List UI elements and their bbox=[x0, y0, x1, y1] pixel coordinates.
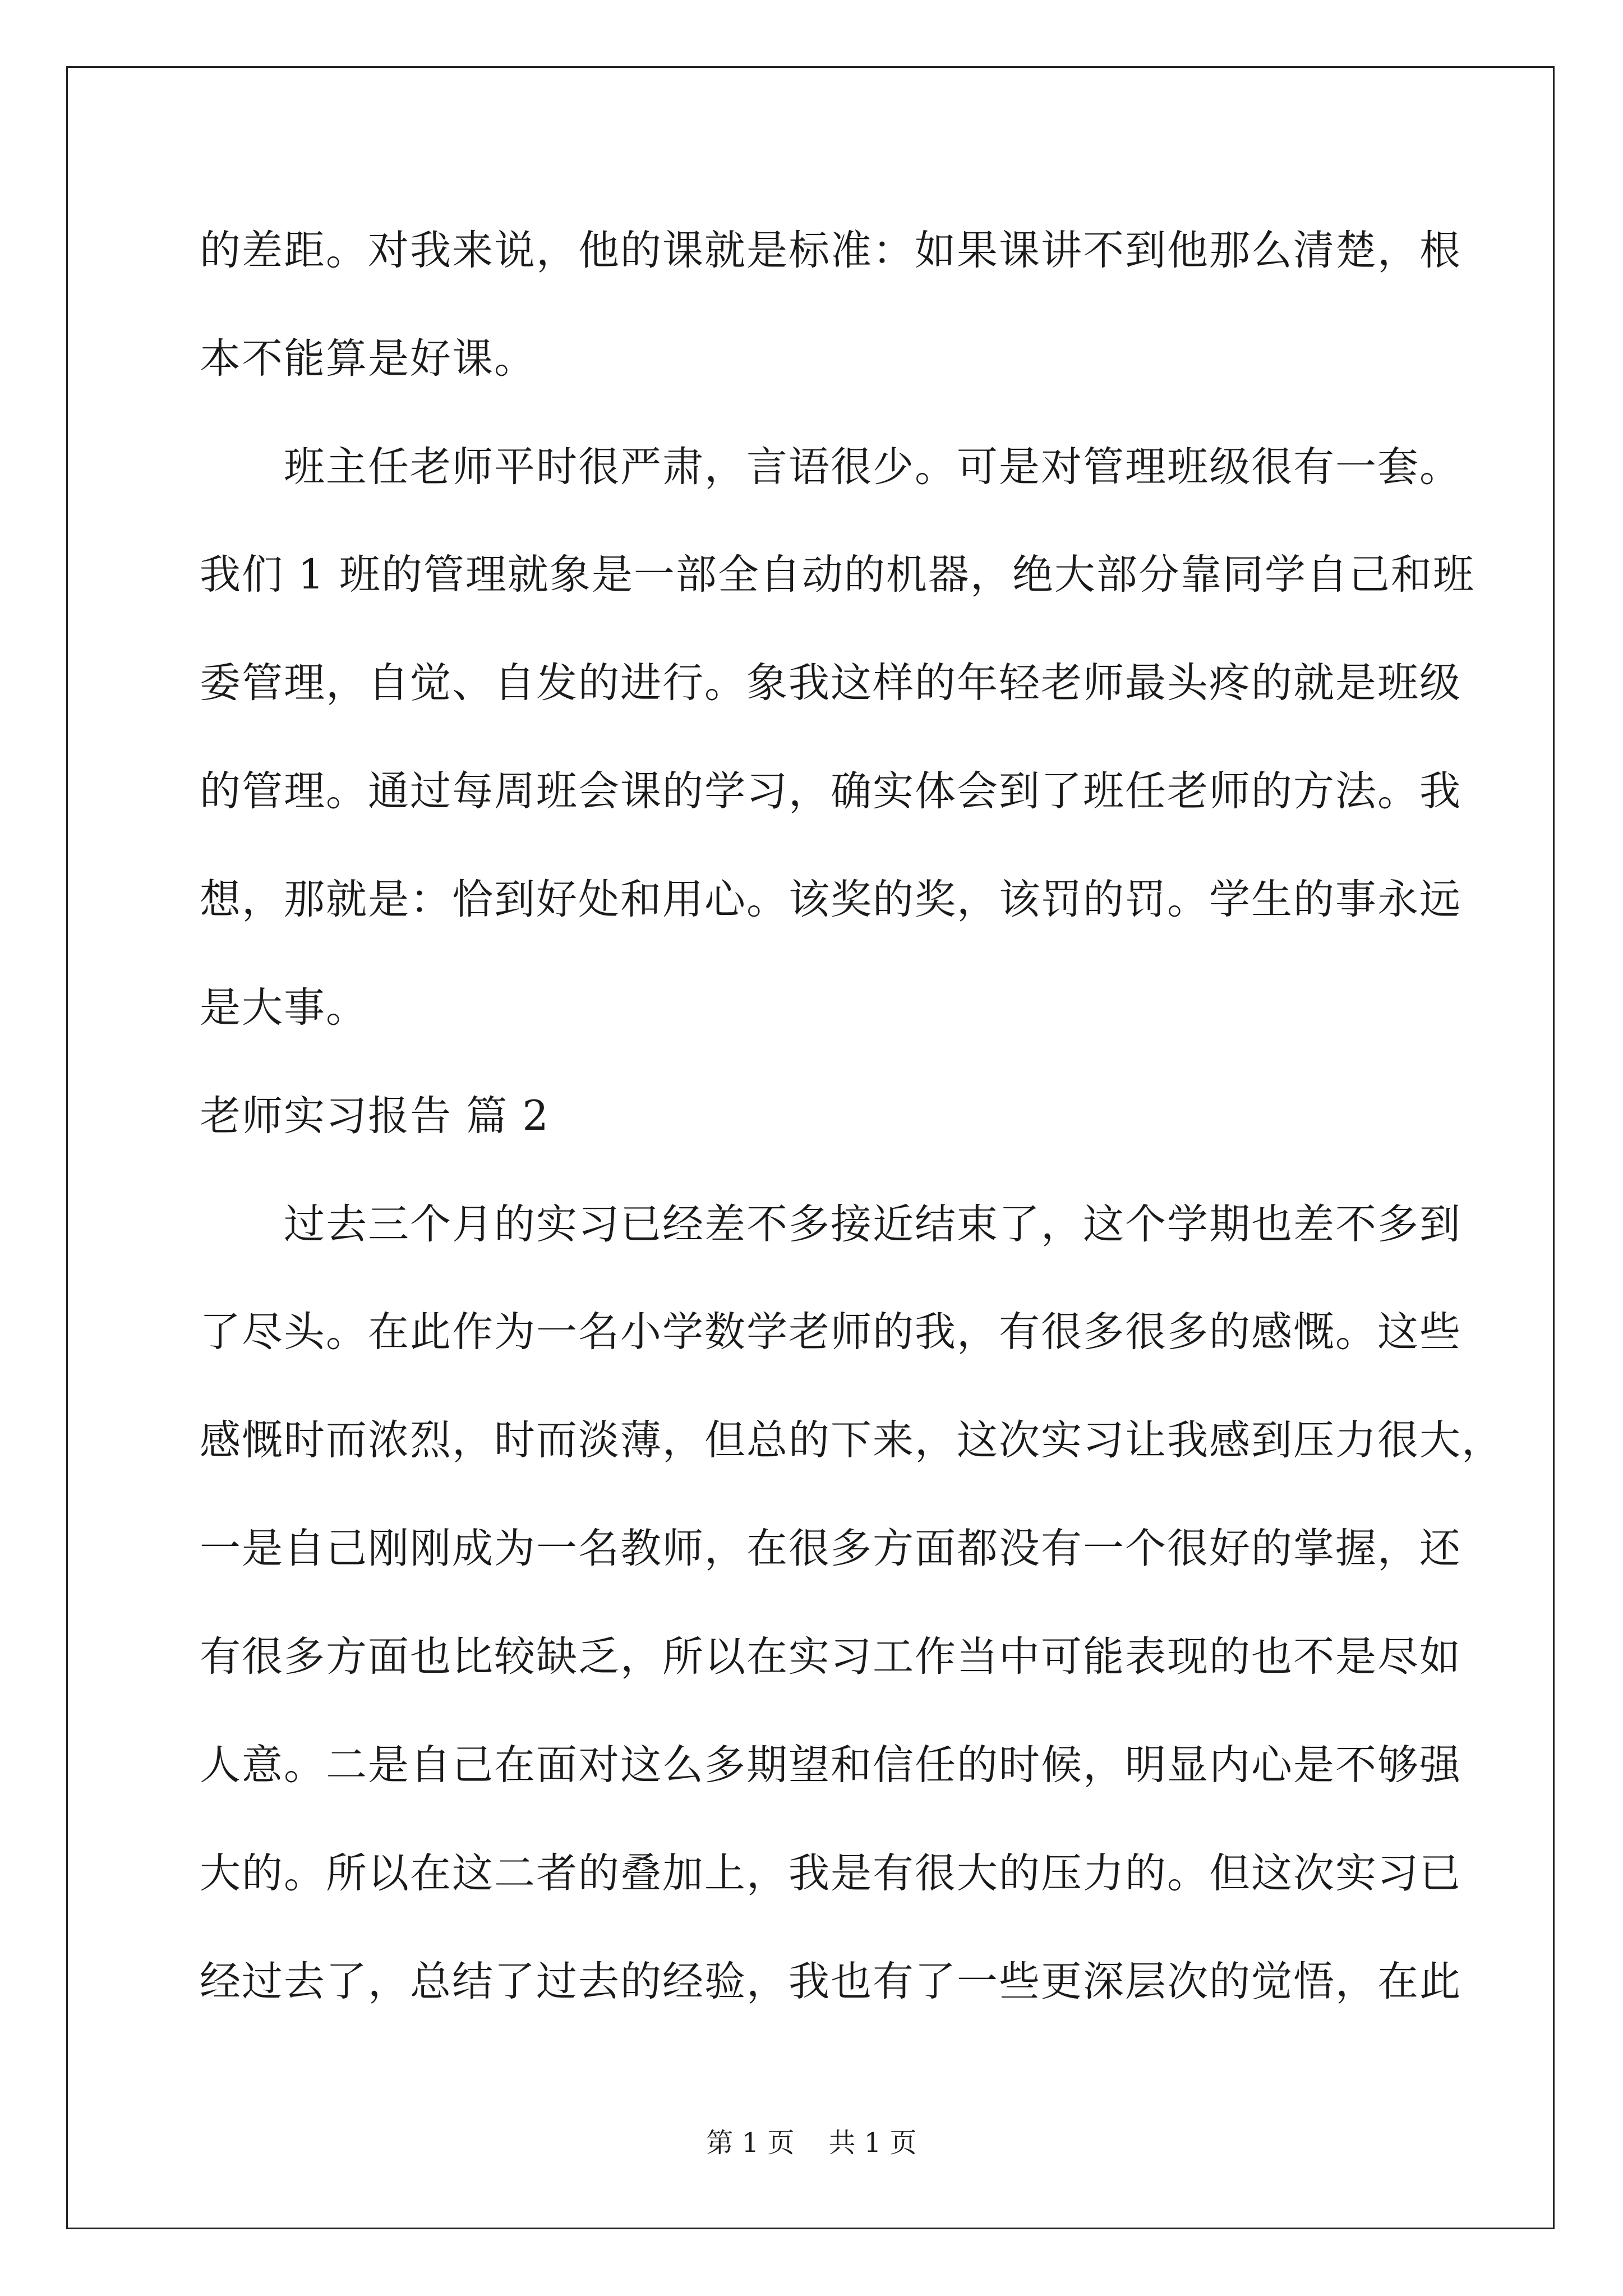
text-line: 的管理。通过每周班会课的学习，确实体会到了班任老师的方法。我 bbox=[200, 767, 1461, 815]
text-line: 我们 1 班的管理就象是一部全自动的机器，绝大部分靠同学自己和班 bbox=[200, 551, 1475, 599]
text-line: 人意。二是自己在面对这么多期望和信任的时候，明显内心是不够强 bbox=[200, 1741, 1461, 1789]
page-footer: 第 1 页 共 1 页 bbox=[706, 2127, 917, 2159]
text-line: 是大事。 bbox=[200, 984, 368, 1032]
text-line: 了尽头。在此作为一名小学数学老师的我，有很多很多的感慨。这些 bbox=[200, 1308, 1461, 1356]
section-heading: 老师实习报告 篇 2 bbox=[200, 1092, 550, 1140]
text-line: 班主任老师平时很严肃，言语很少。可是对管理班级很有一套。 bbox=[200, 443, 1461, 491]
text-line: 本不能算是好课。 bbox=[200, 335, 536, 383]
text-line: 经过去了，总结了过去的经验，我也有了一些更深层次的觉悟，在此 bbox=[200, 1958, 1461, 2005]
text-line: 感慨时而浓烈，时而淡薄，但总的下来，这次实习让我感到压力很大， bbox=[200, 1416, 1504, 1464]
text-line: 过去三个月的实习已经差不多接近结束了，这个学期也差不多到 bbox=[200, 1200, 1461, 1248]
text-line: 一是自己刚刚成为一名教师，在很多方面都没有一个很好的掌握，还 bbox=[200, 1525, 1461, 1572]
text-line: 大的。所以在这二者的叠加上，我是有很大的压力的。但这次实习已 bbox=[200, 1849, 1461, 1897]
text-line: 委管理，自觉、自发的进行。象我这样的年轻老师最头疼的就是班级 bbox=[200, 659, 1461, 707]
text-line: 想，那就是：恰到好处和用心。该奖的奖，该罚的罚。学生的事永远 bbox=[200, 876, 1461, 923]
text-line: 的差距。对我来说，他的课就是标准：如果课讲不到他那么清楚，根 bbox=[200, 227, 1461, 274]
text-line: 有很多方面也比较缺乏，所以在实习工作当中可能表现的也不是尽如 bbox=[200, 1633, 1461, 1681]
page-border bbox=[66, 66, 1555, 2229]
